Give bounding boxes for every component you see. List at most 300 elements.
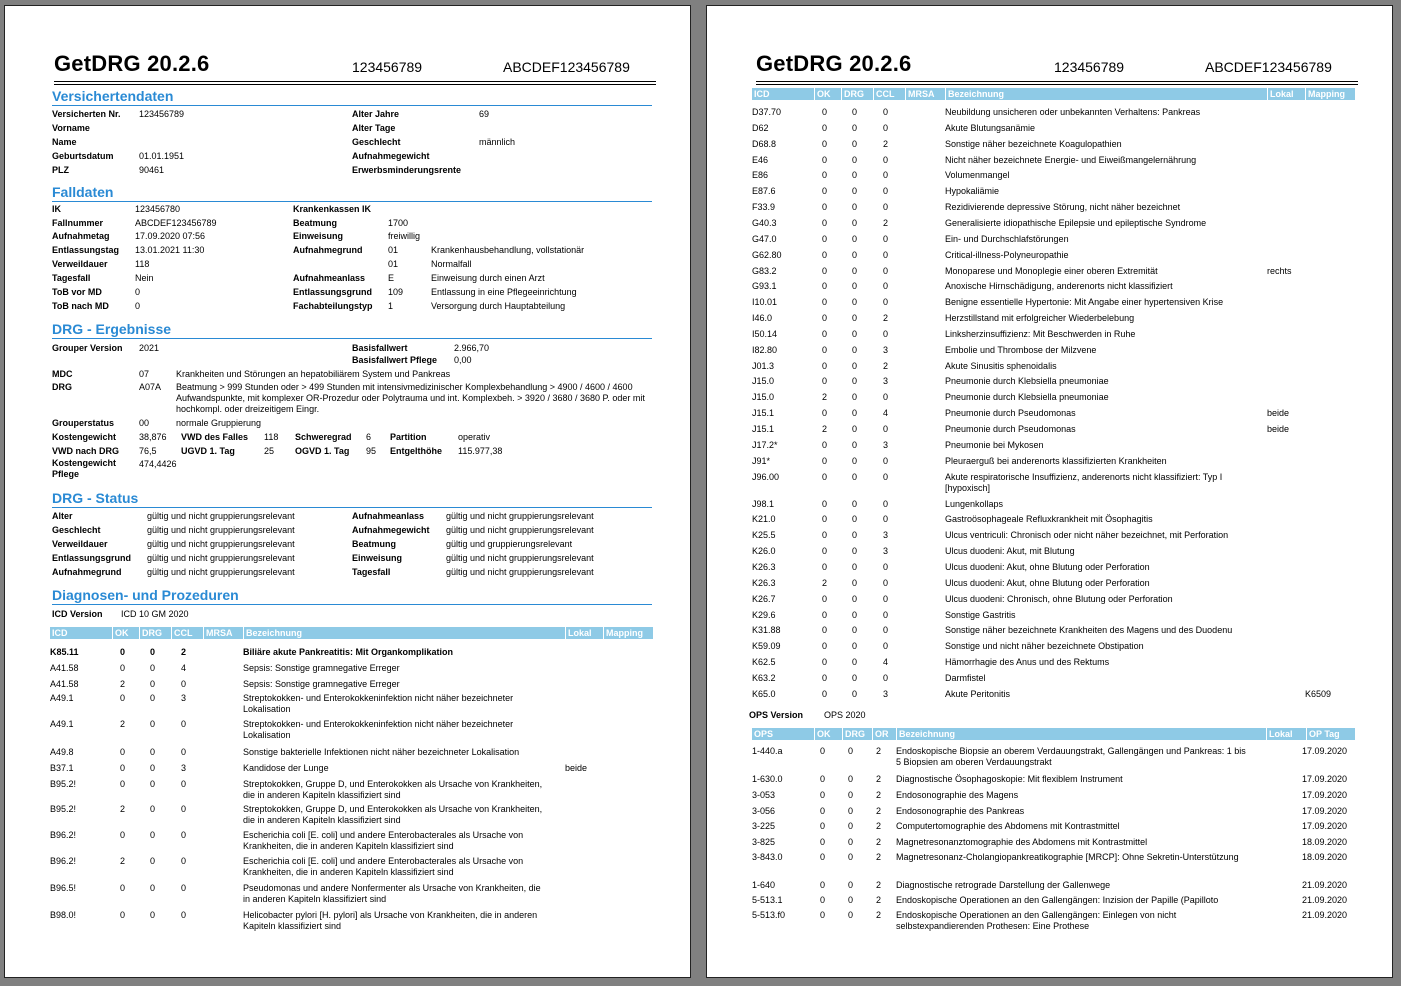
- cell-ccl: 0: [181, 804, 187, 814]
- cell-or: 2: [876, 806, 882, 816]
- cell-icd: J15.0: [752, 392, 775, 403]
- cell-or: 2: [876, 821, 882, 831]
- cell-drg: 0: [852, 344, 858, 355]
- cell-ok: 0: [820, 806, 826, 816]
- cell-drg: 0: [852, 424, 858, 434]
- cell-ccl: 0: [883, 672, 889, 683]
- column-header: OR: [872, 728, 894, 740]
- cell-drg: 0: [848, 852, 854, 862]
- cell-dsc: Streptokokken- und Enterokokkeninfektion nicht näher bezeichneter Lokalisation: [243, 693, 514, 714]
- field-value: 01: [388, 245, 399, 255]
- cell-drg: 0: [150, 779, 156, 789]
- field-value: 00: [139, 418, 150, 428]
- cell-ccl: 0: [883, 514, 889, 525]
- field-value: 0: [135, 301, 141, 311]
- field-label: Beatmung: [293, 218, 338, 228]
- cell-dsc: Sepsis: Sonstige gramnegative Erreger: [243, 679, 400, 689]
- cell-icd: J15.1: [752, 408, 775, 419]
- cell-dsc: Streptokokken, Gruppe D, und Enterokokken als Ursache von Krankheiten, die in anderen Kapiteln klassifiziert sind: [243, 779, 543, 800]
- cell-or: 2: [876, 774, 882, 784]
- field-value: gültig und nicht gruppierungsrelevant: [147, 511, 295, 521]
- cell-drg: 0: [848, 837, 854, 847]
- field-label: DRG: [52, 382, 72, 392]
- cell-ops: 3-843.0: [752, 852, 783, 862]
- report-page-2: [706, 5, 1393, 978]
- field-label: ToB vor MD: [52, 287, 102, 297]
- cell-icd: G40.3: [752, 217, 777, 228]
- field-value: 69: [479, 109, 490, 119]
- cell-ccl: 0: [181, 779, 187, 789]
- cell-drg: 0: [852, 122, 858, 133]
- field-value: 1: [388, 301, 394, 311]
- cell-tag: 21.09.2020: [1302, 910, 1348, 920]
- field-value: 25: [264, 446, 275, 456]
- page-header: [756, 51, 1358, 82]
- field-value: gültig und nicht gruppierungsrelevant: [147, 567, 295, 577]
- cell-dsc: Biliäre akute Pankreatitis: Mit Organkomplikation: [243, 647, 454, 657]
- field-value: gültig und nicht gruppierungsrelevant: [147, 553, 295, 563]
- column-header: ICD: [52, 628, 68, 638]
- column-header: DRG: [842, 728, 870, 740]
- cell-ccl: 0: [883, 122, 889, 133]
- cell-icd: B96.2!: [50, 830, 77, 840]
- cell-drg: 0: [150, 719, 156, 729]
- field-label: Einweisung: [352, 553, 403, 563]
- cell-drg: 0: [852, 514, 858, 525]
- cell-ok: 0: [820, 910, 826, 920]
- cell-ok: 0: [822, 170, 828, 181]
- app-title: GetDRG 20.2.6: [54, 51, 210, 76]
- cell-ccl: 0: [883, 609, 889, 620]
- cell-dsc: Pseudomonas und andere Nonfermenter als Ursache von Krankheiten, die in anderen Kapiteln klassifiziert sind: [243, 883, 541, 904]
- cell-icd: B95.2!: [50, 804, 77, 814]
- case-code: ABCDEF123456789: [1205, 59, 1332, 75]
- cell-ok: 0: [120, 883, 126, 893]
- cell-ccl: 3: [181, 693, 187, 703]
- column-header: OK: [112, 627, 137, 639]
- cell-ok: 0: [820, 746, 826, 756]
- cell-drg: 0: [848, 806, 854, 816]
- cell-drg: 0: [150, 647, 156, 657]
- ops-table-header: [752, 728, 1355, 740]
- column-header: DRG: [139, 627, 169, 639]
- cell-dsc: Akute respiratorische Insuffizienz, anderenorts nicht klassifiziert: Typ I [hypoxisch]: [945, 471, 1223, 493]
- cell-ccl: 0: [883, 471, 889, 482]
- field-label: Verweildauer: [52, 539, 108, 549]
- field-value: 6: [366, 432, 372, 442]
- field-label: Alter: [52, 511, 73, 521]
- field-label: Aufnahmegrund: [52, 567, 122, 577]
- cell-ccl: 0: [181, 910, 187, 920]
- cell-dsc: Ulcus duodeni: Chronisch, ohne Blutung oder Perforation: [945, 593, 1173, 604]
- cell-ok: 0: [820, 790, 826, 800]
- cell-ok: 0: [822, 561, 828, 572]
- field-label: Geschlecht: [52, 525, 101, 535]
- cell-ok: 0: [822, 360, 828, 371]
- field-label: Entlassungstag: [52, 245, 120, 255]
- cell-drg: 0: [852, 392, 858, 403]
- cell-dsc: Magnetresonanz-Cholangiopankreatikographie [MRCP]: Ohne Sekretin-Unterstützung: [896, 852, 1239, 862]
- cell-drg: 0: [852, 376, 858, 387]
- cell-ccl: 3: [883, 344, 889, 355]
- cell-icd: A41.58: [50, 663, 79, 673]
- cell-ok: 2: [120, 719, 126, 729]
- cell-drg: 0: [852, 688, 858, 699]
- cell-dsc: Rezidivierende depressive Störung, nicht näher bezeichnet: [945, 202, 1181, 213]
- cell-drg: 0: [848, 790, 854, 800]
- cell-drg: 0: [852, 546, 858, 557]
- column-header: OK: [814, 88, 839, 100]
- column-header: CCL: [873, 88, 903, 100]
- cell-icd: J91*: [752, 455, 771, 466]
- cell-drg: 0: [150, 910, 156, 920]
- column-header: Lokal: [1266, 728, 1304, 740]
- cell-ccl: 0: [883, 186, 889, 197]
- cell-ok: 0: [820, 852, 826, 862]
- field-value: 123456780: [135, 204, 181, 214]
- cell-ok: 0: [822, 344, 828, 355]
- cell-ok: 0: [120, 663, 126, 673]
- cell-ok: 0: [120, 647, 126, 657]
- field-label: Geschlecht: [352, 137, 401, 147]
- field-value: gültig und nicht gruppierungsrelevant: [446, 553, 594, 563]
- cell-ok: 0: [822, 672, 828, 683]
- cell-icd: B98.0!: [50, 910, 77, 920]
- cell-tag: 17.09.2020: [1302, 821, 1348, 831]
- cell-icd: A49.8: [50, 747, 74, 757]
- field-value: 01.01.1951: [139, 151, 185, 161]
- column-header: Mapping: [603, 627, 653, 639]
- cell-dsc: Pneumonie durch Klebsiella pneumoniae: [945, 376, 1109, 387]
- cell-mapping: K6509: [1305, 688, 1332, 699]
- cell-dsc: Volumenmangel: [945, 170, 1010, 181]
- cell-dsc: Ein- und Durchschlafstörungen: [945, 233, 1069, 244]
- cell-icd: B96.2!: [50, 856, 77, 866]
- cell-dsc: Sonstige näher bezeichnete Koagulopathien: [945, 138, 1122, 149]
- cell-or: 2: [876, 880, 882, 890]
- column-header: Bezeichnung: [945, 88, 1265, 100]
- icd-table-header: [752, 88, 1355, 100]
- cell-drg: 0: [150, 747, 156, 757]
- column-header: Bezeichnung: [243, 627, 563, 639]
- cell-dsc: Sonstige Gastritis: [945, 609, 1016, 620]
- cell-lokal: rechts: [1267, 265, 1292, 276]
- cell-ok: 2: [822, 392, 828, 403]
- column-header: DRG: [841, 88, 871, 100]
- cell-dsc: Streptokokken- und Enterokokkeninfektion nicht näher bezeichneter Lokalisation: [243, 719, 514, 740]
- cell-ccl: 2: [883, 217, 889, 228]
- cell-or: 2: [876, 910, 882, 920]
- case-code: ABCDEF123456789: [503, 59, 630, 75]
- field-label: Tagesfall: [352, 567, 391, 577]
- cell-ok: 0: [822, 313, 828, 324]
- cell-ok: 0: [822, 376, 828, 387]
- cell-icd: K31.88: [752, 625, 781, 636]
- cell-drg: 0: [852, 530, 858, 541]
- field-value: 90461: [139, 165, 165, 175]
- field-label: Erwerbsminderungsrente: [352, 165, 462, 175]
- cell-ccl: 3: [883, 439, 889, 450]
- cell-ok: 0: [822, 408, 828, 419]
- cell-dsc: Critical-illness-Polyneuropathie: [945, 249, 1069, 260]
- field-value: 118: [135, 259, 150, 269]
- cell-ops: 3-825: [752, 837, 776, 847]
- cell-drg: 0: [852, 297, 858, 308]
- column-header: MRSA: [203, 627, 241, 639]
- field-value: 474,4426: [139, 459, 177, 469]
- cell-ccl: 0: [883, 154, 889, 165]
- field-value: 01: [388, 259, 399, 269]
- field-text: Krankenhausbehandlung, vollstationär: [431, 245, 585, 255]
- column-header: Lokal: [1267, 88, 1303, 100]
- field-label: Alter Tage: [352, 123, 396, 133]
- cell-icd: A49.1: [50, 693, 74, 703]
- cell-dsc: Herzstillstand mit erfolgreicher Wiederbelebung: [945, 313, 1135, 324]
- app-title: GetDRG 20.2.6: [756, 51, 912, 76]
- field-label: Verweildauer: [52, 259, 108, 269]
- cell-dsc: Pneumonie bei Mykosen: [945, 439, 1044, 450]
- cell-or: 2: [876, 746, 882, 756]
- section-title-versichertendaten: Versichertendaten: [52, 88, 652, 106]
- field-label: Fallnummer: [52, 218, 104, 228]
- cell-ops: 1-640: [752, 880, 776, 890]
- cell-ccl: 0: [181, 883, 187, 893]
- cell-ccl: 2: [883, 360, 889, 371]
- cell-icd: K25.5: [752, 530, 776, 541]
- icd-version-value: ICD 10 GM 2020: [121, 609, 189, 619]
- cell-drg: 0: [852, 593, 858, 604]
- field-text: Versorgung durch Hauptabteilung: [431, 301, 566, 311]
- cell-icd: K26.3: [752, 577, 776, 588]
- cell-drg: 0: [848, 746, 854, 756]
- field-value: ABCDEF123456789: [135, 218, 217, 228]
- cell-drg: 0: [852, 455, 858, 466]
- field-value: gültig und nicht gruppierungsrelevant: [446, 511, 594, 521]
- cell-ok: 2: [822, 424, 828, 434]
- cell-dsc: Diagnostische retrograde Darstellung der Gallenwege: [896, 880, 1111, 890]
- column-header: Bezeichnung: [896, 728, 1264, 740]
- cell-drg: 0: [852, 625, 858, 636]
- field-value: 95: [366, 446, 377, 456]
- cell-drg: 0: [852, 360, 858, 371]
- cell-dsc: Monoparese und Monoplegie einer oberen Extremität: [945, 265, 1158, 276]
- cell-ok: 2: [120, 856, 126, 866]
- field-label: Tagesfall: [52, 273, 91, 283]
- cell-dsc: Linksherzinsuffizienz: Mit Beschwerden in Ruhe: [945, 328, 1136, 339]
- cell-icd: B95.2!: [50, 779, 77, 789]
- field-value: 0,00: [454, 355, 472, 365]
- column-header: OP Tag: [1306, 728, 1355, 740]
- cell-ok: 0: [120, 763, 126, 773]
- cell-ok: 0: [120, 779, 126, 789]
- cell-tag: 17.09.2020: [1302, 790, 1348, 800]
- cell-dsc: Endoskopische Biopsie an oberem Verdauungstrakt, Gallengängen und Pankreas: 1 bis 5 Biopsien am oberen Verdauungstrakt: [896, 746, 1246, 767]
- cell-dsc: Endoskopische Operationen an den Gallengängen: Einlegen von nicht selbstexpandierenden Prothesen: Eine Prothese: [896, 910, 1177, 931]
- section-title-drg-ergebnisse: DRG - Ergebnisse: [52, 321, 652, 339]
- field-label: PLZ: [52, 165, 69, 175]
- cell-ok: 0: [822, 625, 828, 636]
- field-value: gültig und nicht gruppierungsrelevant: [147, 539, 295, 549]
- cell-ccl: 0: [883, 392, 889, 403]
- cell-ok: 0: [820, 895, 826, 905]
- field-text: Krankheiten und Störungen an hepatobiliärem System und Pankreas: [176, 369, 451, 379]
- icd-version-label: ICD Version: [52, 609, 103, 619]
- cell-ok: 0: [822, 249, 828, 260]
- field-text: normale Gruppierung: [176, 418, 262, 428]
- field-text: Beatmung > 999 Stunden oder > 499 Stunden mit intensivmedizinischer Komplexbehandlung > 4900 / 4600 / 4600 Aufwandspunkte, mit komplexer OR-Prozedur oder Polytrauma und int. Komplexbeh. > 3920 / 3680 / 3680 P. oder mit hochkompl. oder dreizeitigem Eingr.: [176, 382, 645, 414]
- cell-or: 2: [876, 837, 882, 847]
- cell-icd: D62: [752, 122, 769, 133]
- cell-dsc: Nicht näher bezeichnete Energie- und Eiweißmangelernährung: [945, 154, 1197, 165]
- cell-ok: 0: [822, 281, 828, 292]
- cell-tag: 17.09.2020: [1302, 806, 1348, 816]
- cell-ccl: 0: [181, 856, 187, 866]
- cell-drg: 0: [852, 577, 858, 588]
- cell-ccl: 4: [181, 663, 187, 673]
- cell-ccl: 4: [883, 408, 889, 419]
- cell-ccl: 3: [883, 688, 889, 699]
- cell-icd: D68.8: [752, 138, 777, 149]
- cell-dsc: Diagnostische Ösophagoskopie: Mit flexiblem Instrument: [896, 774, 1123, 784]
- cell-tag: 17.09.2020: [1302, 774, 1348, 784]
- field-label: Schweregrad: [295, 432, 352, 442]
- cell-lokal: beide: [565, 763, 588, 773]
- cell-ccl: 2: [883, 138, 889, 149]
- field-label: Entlassungsgrund: [293, 287, 373, 297]
- field-text: Einweisung durch einen Arzt: [431, 273, 545, 283]
- field-value: 17.09.2020 07:56: [135, 231, 206, 241]
- column-header: Mapping: [1305, 88, 1355, 100]
- field-value: A07A: [139, 382, 162, 392]
- cell-dsc: Endoskopische Operationen an den Gallengängen: Inzision der Papille (Papilloto: [896, 895, 1219, 905]
- page-header: [54, 51, 656, 82]
- cell-ok: 0: [822, 471, 828, 482]
- cell-ok: 0: [822, 233, 828, 244]
- cell-ok: 0: [822, 514, 828, 525]
- cell-dsc: Endosonographie des Magens: [896, 790, 1019, 800]
- field-label: Vorname: [52, 123, 90, 133]
- cell-ccl: 0: [181, 719, 187, 729]
- cell-dsc: Generalisierte idiopathische Epilepsie und epileptische Syndrome: [945, 217, 1207, 228]
- cell-ccl: 0: [883, 297, 889, 308]
- field-label: Aufnahmetag: [52, 231, 110, 241]
- cell-tag: 17.09.2020: [1302, 746, 1348, 756]
- cell-ok: 0: [120, 693, 126, 703]
- cell-icd: E87.6: [752, 186, 776, 197]
- cell-ok: 0: [822, 530, 828, 541]
- cell-ok: 0: [120, 910, 126, 920]
- field-value: 109: [388, 287, 404, 297]
- column-header: OPS: [754, 729, 774, 739]
- cell-drg: 0: [150, 763, 156, 773]
- cell-dsc: Hämorrhagie des Anus und des Rektums: [945, 657, 1110, 668]
- cell-icd: K26.7: [752, 593, 776, 604]
- cell-drg: 0: [852, 641, 858, 652]
- field-label: Aufnahmegrund: [293, 245, 363, 255]
- field-label: Grouper Version: [52, 343, 123, 353]
- cell-dsc: Escherichia coli [E. coli] und andere Enterobacterales als Ursache von Krankheiten, die in anderen Kapiteln klassifiziert sind: [243, 856, 524, 877]
- cell-ccl: 3: [883, 546, 889, 557]
- cell-drg: 0: [852, 328, 858, 339]
- cell-ccl: 0: [883, 593, 889, 604]
- cell-drg: 0: [150, 663, 156, 673]
- cell-drg: 0: [852, 471, 858, 482]
- column-header: ICD: [754, 89, 770, 99]
- cell-dsc: Helicobacter pylori [H. pylori] als Ursache von Krankheiten, die in anderen Kapiteln klassifiziert sind: [243, 910, 538, 931]
- cell-ok: 0: [822, 217, 828, 228]
- icd-table-header: [50, 627, 653, 639]
- cell-drg: 0: [852, 313, 858, 324]
- cell-ok: 0: [822, 593, 828, 604]
- field-label: Geburtsdatum: [52, 151, 114, 161]
- field-value: 13.01.2021 11:30: [135, 245, 205, 255]
- cell-icd: E46: [752, 154, 769, 165]
- cell-drg: 0: [852, 265, 858, 276]
- cell-ok: 0: [822, 297, 828, 308]
- cell-dsc: Ulcus duodeni: Akut, ohne Blutung oder Perforation: [945, 577, 1150, 588]
- cell-dsc: Akute Sinusitis sphenoidalis: [945, 360, 1057, 371]
- cell-icd: J15.1: [752, 424, 775, 434]
- cell-ok: 0: [822, 265, 828, 276]
- field-text: Entlassung in eine Pflegeeinrichtung: [431, 287, 577, 297]
- cell-icd: K65.0: [752, 688, 776, 699]
- cell-drg: 0: [852, 138, 858, 149]
- field-label: VWD des Falles: [181, 432, 249, 442]
- field-label: Basisfallwert: [352, 343, 408, 353]
- cell-icd: G93.1: [752, 281, 777, 292]
- cell-ccl: 3: [181, 763, 187, 773]
- cell-ok: 0: [820, 774, 826, 784]
- cell-icd: D37.70: [752, 107, 782, 117]
- cell-icd: K85.11: [50, 647, 79, 657]
- field-value: gültig und nicht gruppierungsrelevant: [446, 567, 594, 577]
- cell-dsc: Endosonographie des Pankreas: [896, 806, 1025, 816]
- cell-ccl: 0: [883, 577, 889, 588]
- cell-icd: J98.1: [752, 498, 775, 509]
- cell-drg: 0: [852, 202, 858, 213]
- field-value: operativ: [458, 432, 491, 442]
- cell-icd: B37.1: [50, 763, 74, 773]
- cell-ccl: 0: [883, 202, 889, 213]
- cell-icd: E86: [752, 170, 769, 181]
- cell-drg: 0: [852, 170, 858, 181]
- cell-drg: 0: [852, 609, 858, 620]
- cell-ccl: 0: [883, 265, 889, 276]
- field-label: Name: [52, 137, 77, 147]
- cell-ccl: 2: [883, 313, 889, 324]
- cell-ok: 0: [822, 202, 828, 213]
- cell-drg: 0: [848, 895, 854, 905]
- cell-drg: 0: [852, 249, 858, 260]
- field-label: Entgelthöhe: [390, 446, 442, 456]
- cell-drg: 0: [852, 217, 858, 228]
- cell-ccl: 0: [181, 747, 187, 757]
- cell-dsc: Sonstige bakterielle Infektionen nicht näher bezeichneter Lokalisation: [243, 747, 520, 757]
- field-label: Entlassungsgrund: [52, 553, 132, 563]
- cell-ops: 1-630.0: [752, 774, 783, 784]
- cell-ccl: 0: [883, 107, 889, 117]
- cell-ops: 3-053: [752, 790, 776, 800]
- cell-ccl: 2: [181, 647, 187, 657]
- cell-icd: A49.1: [50, 719, 74, 729]
- cell-drg: 0: [848, 880, 854, 890]
- cell-ccl: 4: [883, 657, 889, 668]
- cell-drg: 0: [150, 883, 156, 893]
- cell-ops: 5-513.f0: [752, 910, 786, 920]
- cell-icd: J01.3: [752, 360, 775, 371]
- cell-drg: 0: [150, 679, 156, 689]
- cell-drg: 0: [852, 561, 858, 572]
